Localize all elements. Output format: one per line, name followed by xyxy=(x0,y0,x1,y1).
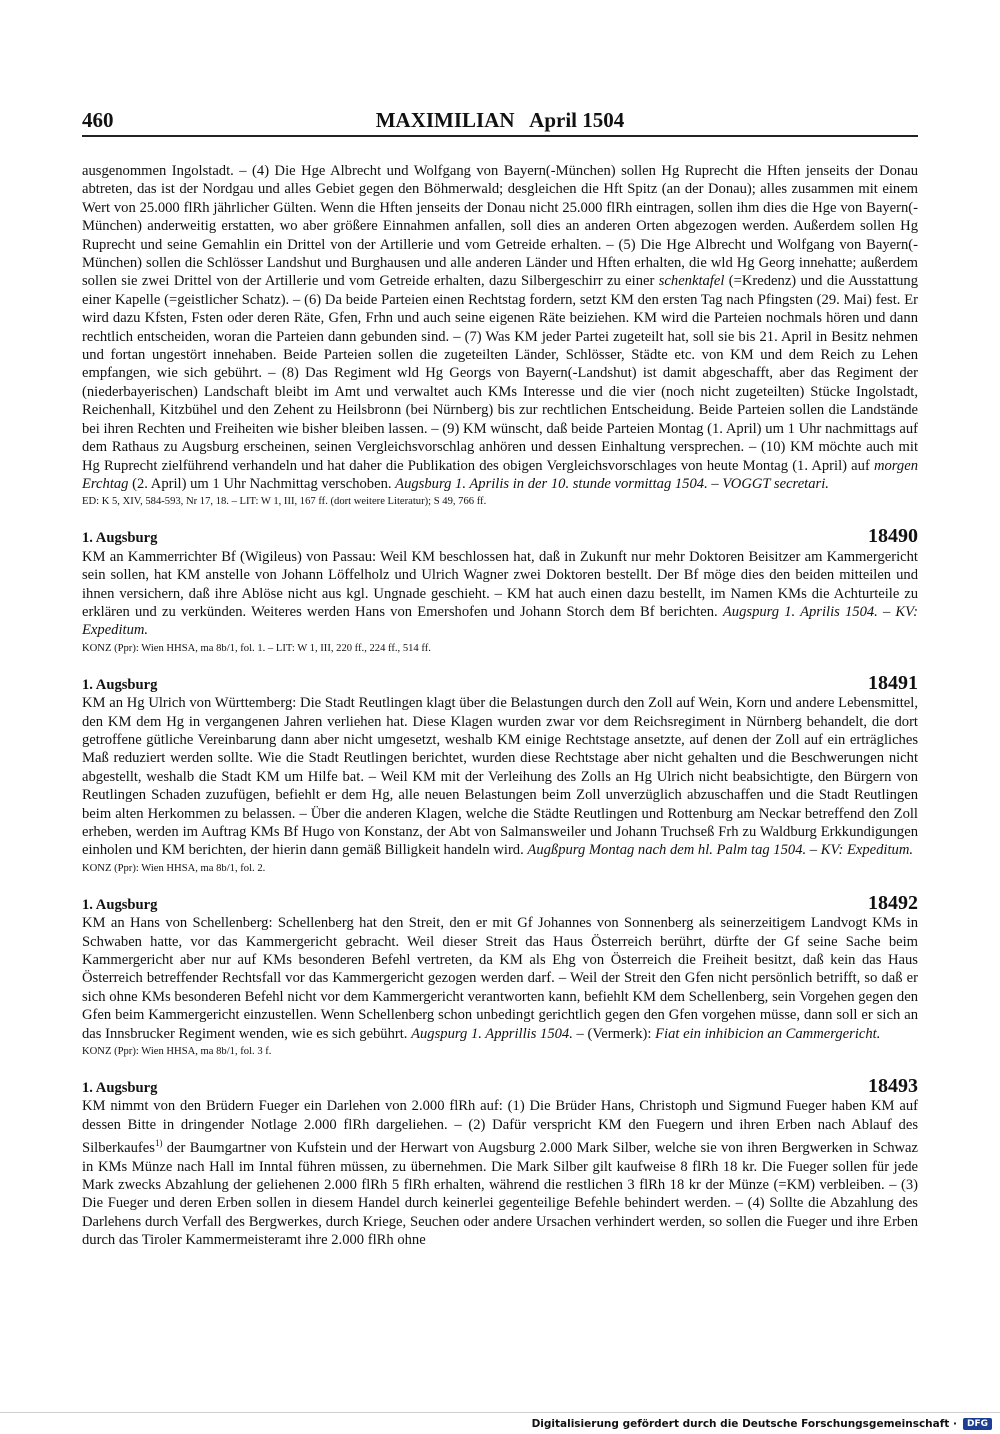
document-entry xyxy=(82,891,918,1059)
entry-heading xyxy=(82,1077,918,1097)
entry-heading xyxy=(82,527,918,547)
entry-place: 1. Augsburg xyxy=(82,530,158,547)
entry-number: 18492 xyxy=(868,891,918,914)
entry-text: KM an Kammerrichter Bf (Wigileus) von Passau: Weil KM beschlossen hat, daß in Zukunft nur mehr Doktoren Beisitzer am Kammergericht sein sollen, hat KM anstelle von Johann Löffelholz und Ulrich Wagner zwei Doktoren bestellt. Der Bf möge dies den beiden mitteilen und ihnen versichern, daß ihre Ablöse nicht aus kgl. Ungnade geschieht. – KM hat auch einen dazu bestellt, im Namen KMs die Achturteile zu erklären und zu verkünden. Weiteres werden Hans von Emershofen und Johann Storch dem Bf berichten. Augspurg 1. Aprilis 1504. – KV: Expeditum. xyxy=(82,548,918,639)
entry-place: 1. Augsburg xyxy=(82,896,158,913)
page-header xyxy=(82,108,918,138)
dfg-logo: DFG xyxy=(963,1418,992,1430)
entry-number: 18493 xyxy=(868,1075,918,1098)
footer-text: Digitalisierung gefördert durch die Deutsche Forschungsgemeinschaft · xyxy=(531,1417,957,1430)
document-entry xyxy=(82,527,918,655)
document-entry xyxy=(82,1077,918,1250)
entry-place: 1. Augsburg xyxy=(82,676,158,693)
running-title: MAXIMILIAN April 1504 xyxy=(375,108,625,132)
document-list xyxy=(82,527,918,1249)
entry-heading xyxy=(82,671,918,694)
entry-text: KM an Hans von Schellenberg: Schellenberg hat den Streit, den er mit Gf Johannes von Sonnenberg als seinerzeitigem Landvogt KMs in Schwaben hatte, vor das Kammergericht gebracht. Weil dieser Streit das Haus Österreich berührt, dürfte der Gf seine Sache beim Kammergericht aber nur auf KMs besonderen Befehl vertreten, da KM als Ehg von Österreich die Freiheit besitzt, daß kein das Haus Österreich betreffender Rechtsfall vor das Kammergericht gezogen werden darf. – Weil der Streit den Gfen nicht persönlich betrifft, so daß er sich ohne KMs besonderen Befehl nicht vor dem Kammergericht verantworten kann, befiehlt KM dem Schellenberg, sein Vorgehen gegen den Gfen beim Kammergericht einzustellen. Wenn Schellenberg schon unbedingt gerichtlich gegen den Gfen vorgehen müsse, dann soll er sich an das Innsbrucker Regiment wenden, wie es sich gebührt. Augspurg 1. Apprillis 1504. – (Vermerk): Fiat ein inhibicion an Cammergericht. xyxy=(82,915,918,1042)
entry-source: KONZ (Ppr): Wien HHSA, ma 8b/1, fol. 3 f. xyxy=(82,1046,272,1058)
entry-text: ausgenommen Ingolstadt. – (4) Die Hge Albrecht und Wolfgang von Bayern(-München) sollen Hg Ruprecht die Hften jenseits der Donau abtreten, das ist der Nordgau und alles Gebiet gegen den Böhmerwald; desgleichen die Hft Spitz (an der Donau); alles zusammen mit einem Wert von 25.000 flRh jährlicher Gülten. Wenn die Hften jenseits der Donau nicht 25.000 flRh eintragen, sollen ihm dies die Hge von Bayern(-München) anderweitig erstatten, wo aber größere Einnahmen anfallen, soll dies an anderen Orten abgezogen werden. Außerdem sollen Hg Ruprecht und seine Gemahlin ein Drittel von der Artillerie und vom Getreide erhalten. – (5) Die Hge Albrecht und Wolfgang von Bayern(-München) sollen die Schlösser Landshut und Burghausen und alle anderen Länder und Hften erhalten, die wld Hg Georg innehatte; außerdem sollen sie zwei Drittel von der Artillerie und vom Getreide erhalten, dazu Silbergeschirr zu einer schenktafel (=Kredenz) und die Ausstattung einer Kapelle (=geistlicher Schatz). – (6) Da beide Parteien einen Rechtstag fordern, setzt KM den ersten Tag nach Pfingsten (29. Mai) fest. Er wird dazu Kfsten, Fsten oder deren Räte, Gfen, Frhn und auch seine eigenen Räte beiziehen. KM wird die Parteien nochmals hören und dann rechtlich entscheiden, woran die Parteien dann gebunden sind. – (7) Was KM jeder Partei zugeteilt hat, soll sie bis 21. April in Besitz nehmen und fortan ungestört innehaben. Beide Parteien sollen die zugeteilten Länder, Schlösser, Städte etc. von KM und dem Reich zu Lehen empfangen, wie sich gebührt. – (8) Das Regiment wld Hg Georgs von Bayern(-Landshut) ist damit abgeschafft, aber das Regiment der (niederbayerischen) Landschaft bleibt im Amt und verwaltet auch KMs Interesse und die vier (noch nicht zugeteilten) Stücke Ingolstadt, Reichenhall, Kitzbühel und den Zehent zu Heilsbronn (bei Nürnberg) bis zur rechtlichen Entscheidung. Beide Parteien sollen die Landstände bei ihren Rechten und Freiheiten wie bisher bleiben lassen. – (9) KM wünscht, daß beide Parteien Montag (1. April) um 1 Uhr nachmittags auf dem Rathaus zu Augsburg erscheinen, seinen Vergleichsvorschlag anhören und dessen Einhaltung versprechen. – (10) KM möchte auch mit Hg Ruprecht zielführend verhandeln und hat daher die Publikation des obigen Vergleichsvorschlages von heute Montag (1. April) auf morgen Erchtag (2. April) um 1 Uhr Nachmittag verschoben. Augsburg 1. Aprilis in der 10. stunde vormittag 1504. – VOGGT secretari. xyxy=(82,163,919,492)
entry-source: KONZ (Ppr): Wien HHSA, ma 8b/1, fol. 2. xyxy=(82,862,266,874)
entry-heading xyxy=(82,891,918,914)
header-rule xyxy=(82,135,918,137)
entry-place: 1. Augsburg xyxy=(82,1080,158,1097)
page-content xyxy=(82,162,918,1250)
entry-text: KM nimmt von den Brüdern Fueger ein Darlehen von 2.000 flRh auf: (1) Die Brüder Hans, Christoph und Sigmund Fueger haben KM auf dessen Bitte in dringender Notlage 2.000 flRh dargeliehen. – (2) Dafür verspricht KM den Fuegern und ihren Erben nach Ablauf des Silberkaufes$^{1)}$ der Baumgartner von Kufstein und der Herwart von Augsburg 2.000 Mark Silber, welche sie von ihren Bergwerken in Schwaz in KMs Münze nach Hall im Inntal führen müssen, zu übernehmen. Die Mark Silber gilt kaufweise 8 flRh 18 kr. Die Fueger sollen für jede Mark zwecks Abzahlung der geliehenen 2.000 flRh 5 flRh erhalten, während die restlichen 3 flRh 18 kr der Münze (=KM) verbleiben. – (3) Die Fueger und deren Erben sollen in diesem Handel durch keinerlei gegenteilige Befehle behindert werden. – (4) Sollte die Abzahlung des Darlehens durch Verfall des Bergwerkes, durch Kriege, Seuchen oder andere Ursachen verhindert werden, so sollen die Fueger und ihre Erben durch das Tiroler Kammermeisteramt ihre 2.000 flRh ohne xyxy=(82,1098,918,1249)
footer-bar xyxy=(0,1412,1000,1434)
entry-number: 18490 xyxy=(868,525,918,548)
entry-number: 18491 xyxy=(868,671,918,694)
continuation-entry xyxy=(82,162,918,509)
entry-source: ED: K 5, XIV, 584-593, Nr 17, 18. – LIT: W 1, III, 167 ff. (dort weitere Literatur); S 49, 766 ff. xyxy=(82,496,487,508)
document-entry xyxy=(82,671,918,876)
entry-source: KONZ (Ppr): Wien HHSA, ma 8b/1, fol. 1. – LIT: W 1, III, 220 ff., 224 ff., 514 ff. xyxy=(82,642,431,654)
entry-text: KM an Hg Ulrich von Württemberg: Die Stadt Reutlingen klagt über die Belastungen durch den Zoll auf Wein, Korn und andere Lebensmittel, den KM dem Hg in vergangenen Jahren verliehen hat. Diese Klagen wurden zwar vor dem Reichsregiment in Nürnberg behandelt, die dort getroffene gütliche Vereinbarung dann aber nicht umgesetzt, weshalb KM einige Rechtstage ansetzte, auf denen der Zoll auf ein erträgliches Maß reduziert werden sollte. Wie die Stadt Reutlingen berichtet, wurden diese Rechtstage aber nicht gehalten und die Beschwerungen nicht abgestellt, weshalb die Stadt KM um Hilfe bat. – Weil KM mit der Verleihung des Zolls an Hg Ulrich nicht beabsichtigte, den Bürgern von Reutlingen Schaden zuzufügen, befiehlt er dem Hg, alle neuen Belastungen beim Zoll unverzüglich abzuschaffen und die Stadt Reutlingen beim alten Herkommen zu belassen. – Über die anderen Klagen, welche die Städte Reutlingen und Rottenburg am Neckar betreffend den Zoll erheben, werden im Auftrag KMs Bf Hugo von Konstanz, der Abt von Salmansweiler und Johann Truchseß Frh zu Waldburg Erkkundigungen einholen und KM berichten, der hierin dann gemäß Billigkeit handeln wird. Augßpurg Montag nach dem hl. Palm tag 1504. – KV: Expeditum. xyxy=(82,695,918,859)
page-number: 460 xyxy=(82,108,114,132)
